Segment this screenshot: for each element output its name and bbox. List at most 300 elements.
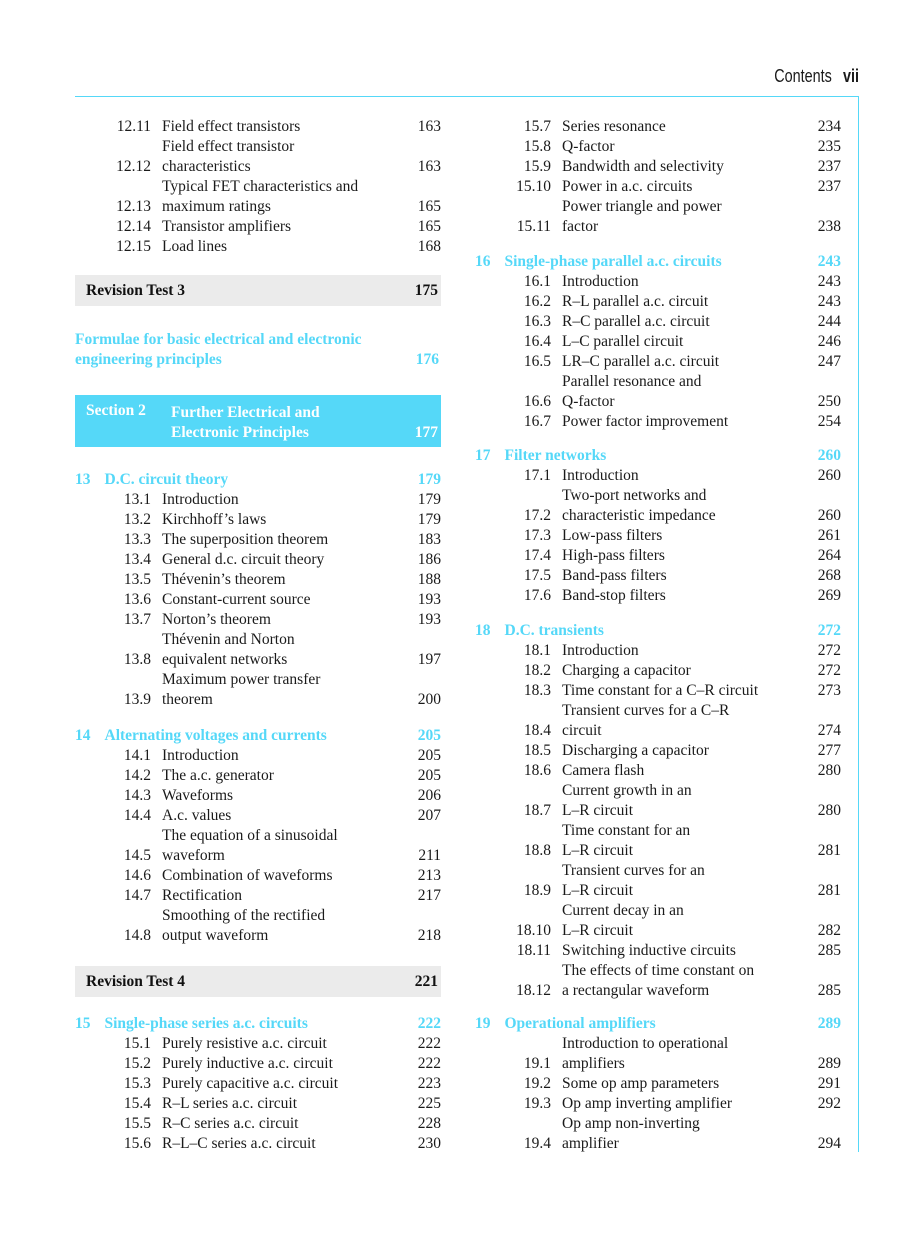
entry-page: 273 [817, 682, 841, 699]
toc-entry[interactable] [475, 292, 841, 312]
entry-title [551, 292, 801, 312]
entry-title-line: R–C series a.c. circuit [162, 1115, 299, 1132]
entry-title-line: Power factor improvement [562, 413, 729, 430]
entry-page: 222 [417, 1035, 441, 1052]
toc-entry[interactable] [75, 590, 441, 610]
entry-number: 18.12 [516, 982, 551, 999]
toc-entry[interactable] [475, 486, 841, 526]
entry-number: 16.3 [523, 313, 551, 330]
entry-title-line: General d.c. circuit theory [162, 551, 325, 568]
entry-page: 281 [817, 882, 841, 899]
entry-number: 15.11 [516, 218, 551, 235]
right-column-group [475, 1014, 841, 1154]
entry-number: 14.7 [123, 887, 151, 904]
toc-entry[interactable] [75, 610, 441, 630]
chapter-heading[interactable] [75, 726, 441, 746]
entry-page: 274 [817, 722, 841, 739]
entry-title [551, 1094, 801, 1114]
toc-entry[interactable] [475, 117, 841, 137]
toc-entry[interactable] [475, 641, 841, 661]
formulae-entry[interactable] [75, 330, 441, 370]
entry-title-line: Field effect transistors [162, 118, 301, 135]
entry-number: 16.4 [523, 333, 551, 350]
entry-page: 243 [817, 253, 841, 270]
entry-title [151, 1134, 401, 1154]
entry-page: 230 [417, 1135, 441, 1152]
left-column-group [75, 726, 441, 946]
entry-title [151, 1074, 401, 1094]
entry-title-line: L–R circuit [562, 882, 634, 899]
entry-number: 15.2 [123, 1055, 151, 1072]
toc-entry[interactable] [75, 117, 441, 137]
toc-entry[interactable] [75, 766, 441, 786]
entry-title [151, 530, 401, 550]
entry-title-line: Rectification [162, 887, 243, 904]
entry-title-line: Filter networks [504, 447, 607, 464]
chapter-heading[interactable] [75, 470, 441, 490]
toc-entry[interactable] [75, 906, 441, 946]
toc-entry[interactable] [75, 786, 441, 806]
entry-title-line: Q-factor [562, 393, 615, 410]
entry-page: 292 [817, 1095, 841, 1112]
toc-entry[interactable] [75, 670, 441, 710]
entry-title-line: Op amp non-inverting [562, 1115, 700, 1132]
entry-title-line: maximum ratings [162, 198, 271, 215]
entry-title [551, 901, 801, 941]
toc-entry[interactable] [475, 941, 841, 961]
revision-test-3[interactable] [75, 275, 441, 306]
entry-number: 13.8 [123, 651, 151, 668]
entry-title [551, 641, 801, 661]
entry-number: 19 [475, 1015, 491, 1032]
toc-entry[interactable] [475, 466, 841, 486]
entry-title-line: Introduction [562, 467, 639, 484]
toc-entry[interactable] [475, 526, 841, 546]
entry-number: 18.8 [523, 842, 551, 859]
toc-entry[interactable] [475, 197, 841, 237]
entry-page: 243 [817, 273, 841, 290]
revision-test-label: Revision Test 4 [86, 972, 186, 990]
entry-number: 12.14 [116, 218, 151, 235]
entry-page: 213 [417, 867, 441, 884]
entry-number: 18.10 [516, 922, 551, 939]
entry-title-line: Introduction [562, 273, 639, 290]
entry-page: 285 [817, 982, 841, 999]
toc-entry[interactable] [475, 312, 841, 332]
entry-title [151, 866, 401, 886]
toc-entry[interactable] [475, 961, 841, 1001]
entry-page: 260 [817, 467, 841, 484]
revision-test-page: 221 [414, 972, 438, 990]
entry-page: 163 [417, 158, 441, 175]
chapter-heading[interactable] [475, 621, 841, 641]
toc-entry[interactable] [75, 1034, 441, 1054]
entry-number: 18.7 [523, 802, 551, 819]
entry-title [551, 566, 801, 586]
entry-title-line: R–L–C series a.c. circuit [162, 1135, 316, 1152]
entry-title [551, 332, 801, 352]
toc-entry[interactable] [75, 510, 441, 530]
entry-page: 186 [417, 551, 441, 568]
section-title-line: Further Electrical and [171, 404, 320, 421]
entry-number: 18.4 [523, 722, 551, 739]
entry-title [491, 252, 802, 272]
toc-entry[interactable] [75, 530, 441, 550]
entry-title-line: Series resonance [562, 118, 666, 135]
entry-title-line: Purely resistive a.c. circuit [162, 1035, 327, 1052]
section-label: Section 2 [86, 402, 146, 419]
entry-number: 16.6 [523, 393, 551, 410]
entry-title-line: amplifier [562, 1135, 619, 1152]
toc-entry[interactable] [75, 806, 441, 826]
entry-title [551, 586, 801, 606]
entry-title-line: R–L series a.c. circuit [162, 1095, 297, 1112]
section-page: 177 [414, 424, 438, 441]
toc-entry[interactable] [75, 217, 441, 237]
entry-page: 234 [817, 118, 841, 135]
entry-title-line: Introduction [562, 642, 639, 659]
entry-title-line: L–R circuit [562, 922, 634, 939]
toc-entry[interactable] [475, 681, 841, 701]
toc-entry[interactable] [75, 177, 441, 217]
entry-title-line: A.c. values [162, 807, 232, 824]
entry-number: 13 [75, 471, 91, 488]
toc-entry[interactable] [475, 741, 841, 761]
entry-title-line: Thévenin’s theorem [162, 571, 286, 588]
entry-title [551, 1074, 801, 1094]
entry-title [91, 726, 402, 746]
entry-page: 168 [417, 238, 441, 255]
entry-title-line: Power triangle and power [562, 198, 722, 215]
entry-title [151, 117, 401, 137]
entry-title-line: Introduction [162, 747, 239, 764]
entry-number: 17.5 [523, 567, 551, 584]
toc-entry[interactable] [75, 630, 441, 670]
entry-number: 15.1 [123, 1035, 151, 1052]
entry-title-line: Two-port networks and [562, 487, 707, 504]
entry-number: 18.1 [523, 642, 551, 659]
toc-entry[interactable] [475, 1094, 841, 1114]
entry-title [151, 806, 401, 826]
entry-number: 18.3 [523, 682, 551, 699]
entry-title [151, 590, 401, 610]
entry-title-line: Switching inductive circuits [562, 942, 736, 959]
entry-number: 14.1 [123, 747, 151, 764]
toc-entry[interactable] [475, 566, 841, 586]
entry-title [151, 886, 401, 906]
left-column-group [75, 117, 441, 257]
entry-title [551, 486, 801, 526]
entry-page: 281 [817, 842, 841, 859]
entry-page: 237 [817, 178, 841, 195]
toc-entry[interactable] [75, 1134, 441, 1154]
section-2-banner[interactable] [75, 395, 441, 447]
entry-title [551, 372, 801, 412]
entry-title-line: amplifiers [562, 1055, 625, 1072]
entry-title [551, 197, 801, 237]
toc-entry[interactable] [75, 1054, 441, 1074]
entry-title [151, 510, 401, 530]
entry-title-line: Time constant for an [562, 822, 691, 839]
entry-title-line: Thévenin and Norton [162, 631, 295, 648]
toc-entry[interactable] [75, 1114, 441, 1134]
entry-title-line: Some op amp parameters [562, 1075, 720, 1092]
entry-title [551, 137, 801, 157]
entry-number: 15.10 [516, 178, 551, 195]
entry-page: 280 [817, 802, 841, 819]
entry-page: 207 [417, 807, 441, 824]
entry-title [551, 661, 801, 681]
entry-title-line: LR–C parallel a.c. circuit [562, 353, 720, 370]
entry-title-line: Combination of waveforms [162, 867, 333, 884]
toc-entry[interactable] [475, 412, 841, 432]
entry-title-line: Introduction [162, 491, 239, 508]
right-column-group [475, 621, 841, 1001]
toc-entry[interactable] [75, 550, 441, 570]
entry-title [551, 117, 801, 137]
entry-title [551, 861, 801, 901]
entry-title [151, 786, 401, 806]
entry-page: 294 [817, 1135, 841, 1152]
toc-entry[interactable] [75, 886, 441, 906]
toc-entry[interactable] [475, 272, 841, 292]
formulae-title-line: engineering principles [75, 351, 222, 368]
entry-title [551, 821, 801, 861]
entry-title [151, 766, 401, 786]
right-column-group [475, 446, 841, 606]
chapter-heading[interactable] [475, 252, 841, 272]
revision-test-4[interactable] [75, 966, 441, 997]
entry-page: 277 [817, 742, 841, 759]
entry-number: 15.9 [523, 158, 551, 175]
entry-title [151, 670, 401, 710]
entry-title [551, 941, 801, 961]
entry-number: 17 [475, 447, 491, 464]
entry-title-line: Transistor amplifiers [162, 218, 292, 235]
entry-title-line: characteristics [162, 158, 251, 175]
entry-title [551, 177, 801, 197]
entry-title-line: Low-pass filters [562, 527, 663, 544]
formulae-title-line: Formulae for basic electrical and electronic [75, 331, 362, 348]
entry-number: 19.1 [523, 1055, 551, 1072]
entry-title-line: L–C parallel circuit [562, 333, 684, 350]
running-header [774, 66, 859, 87]
entry-title [151, 137, 401, 177]
entry-page: 235 [817, 138, 841, 155]
toc-entry[interactable] [75, 746, 441, 766]
entry-page: 163 [417, 118, 441, 135]
entry-number: 16.7 [523, 413, 551, 430]
toc-entry[interactable] [475, 761, 841, 781]
entry-number: 19.2 [523, 1075, 551, 1092]
entry-page: 268 [817, 567, 841, 584]
toc-entry[interactable] [475, 157, 841, 177]
entry-page: 228 [417, 1115, 441, 1132]
entry-title-line: Field effect transistor [162, 138, 295, 155]
entry-title [551, 412, 801, 432]
entry-title-line: Single-phase parallel a.c. circuits [504, 253, 722, 270]
toc-entry[interactable] [75, 1074, 441, 1094]
entry-page: 244 [817, 313, 841, 330]
entry-number: 14.6 [123, 867, 151, 884]
entry-number: 15.7 [523, 118, 551, 135]
entry-title [491, 446, 802, 466]
entry-title-line: Current growth in an [562, 782, 692, 799]
entry-title-line: Transient curves for an [562, 862, 705, 879]
entry-page: 183 [417, 531, 441, 548]
entry-title-line: Camera flash [562, 762, 645, 779]
left-column-group [75, 1014, 441, 1154]
entry-title [491, 1014, 802, 1034]
toc-entry[interactable] [475, 177, 841, 197]
toc-entry[interactable] [475, 586, 841, 606]
entry-title [551, 546, 801, 566]
toc-entry[interactable] [475, 1074, 841, 1094]
entry-number: 15.6 [123, 1135, 151, 1152]
entry-number: 17.4 [523, 547, 551, 564]
entry-number: 13.1 [123, 491, 151, 508]
toc-entry[interactable] [475, 781, 841, 821]
entry-number: 18.6 [523, 762, 551, 779]
entry-title-line: L–R circuit [562, 802, 634, 819]
entry-title-line: The a.c. generator [162, 767, 274, 784]
entry-title-line: L–R circuit [562, 842, 634, 859]
entry-page: 238 [817, 218, 841, 235]
toc-entry[interactable] [75, 826, 441, 866]
entry-number: 13.5 [123, 571, 151, 588]
entry-number: 13.6 [123, 591, 151, 608]
entry-page: 222 [417, 1055, 441, 1072]
entry-title-line: Power in a.c. circuits [562, 178, 693, 195]
entry-number: 16.1 [523, 273, 551, 290]
entry-number: 18.2 [523, 662, 551, 679]
entry-title [551, 781, 801, 821]
toc-entry[interactable] [475, 1114, 841, 1154]
toc-entry[interactable] [475, 372, 841, 412]
chapter-heading[interactable] [475, 446, 841, 466]
entry-number: 16.2 [523, 293, 551, 310]
entry-title [551, 272, 801, 292]
right-column-group [475, 117, 841, 237]
entry-number: 18 [475, 622, 491, 639]
entry-number: 17.1 [523, 467, 551, 484]
toc-entry[interactable] [75, 490, 441, 510]
toc-entry[interactable] [475, 901, 841, 941]
entry-title [151, 490, 401, 510]
entry-title [551, 1034, 801, 1074]
entry-number: 13.7 [123, 611, 151, 628]
entry-title-line: Smoothing of the rectified [162, 907, 326, 924]
entry-title-line: Op amp inverting amplifier [562, 1095, 733, 1112]
entry-page: 211 [418, 847, 441, 864]
entry-title-line: equivalent networks [162, 651, 288, 668]
entry-page: 188 [417, 571, 441, 588]
entry-title [551, 466, 801, 486]
entry-number: 16.5 [523, 353, 551, 370]
entry-title [151, 610, 401, 630]
revision-test-label: Revision Test 3 [86, 281, 186, 299]
entry-title [151, 1054, 401, 1074]
toc-entry[interactable] [475, 821, 841, 861]
chapter-heading[interactable] [75, 1014, 441, 1034]
toc-entry[interactable] [475, 137, 841, 157]
toc-entry[interactable] [475, 701, 841, 741]
entry-page: 179 [417, 471, 441, 488]
entry-page: 282 [817, 922, 841, 939]
toc-entry[interactable] [475, 861, 841, 901]
entry-page: 289 [817, 1055, 841, 1072]
chapter-heading[interactable] [475, 1014, 841, 1034]
entry-number: 18.11 [516, 942, 551, 959]
entry-page: 285 [817, 942, 841, 959]
entry-title [151, 1094, 401, 1114]
entry-number: 15.5 [123, 1115, 151, 1132]
entry-page: 237 [817, 158, 841, 175]
entry-title-line: Band-stop filters [562, 587, 666, 604]
entry-title [151, 177, 401, 217]
entry-number: 17.2 [523, 507, 551, 524]
entry-number: 14.2 [123, 767, 151, 784]
entry-title [151, 570, 401, 590]
section-title-line: Electronic Principles [171, 424, 309, 441]
entry-page: 280 [817, 762, 841, 779]
entry-number: 14 [75, 727, 91, 744]
toc-entry[interactable] [475, 332, 841, 352]
entry-page: 272 [817, 662, 841, 679]
entry-page: 222 [417, 1015, 441, 1032]
entry-title-line: Time constant for a C–R circuit [562, 682, 759, 699]
entry-title [551, 961, 801, 1001]
toc-entry[interactable] [75, 1094, 441, 1114]
toc-entry[interactable] [475, 546, 841, 566]
entry-page: 179 [417, 511, 441, 528]
entry-title [151, 746, 401, 766]
toc-entry[interactable] [475, 352, 841, 372]
entry-title-line: Discharging a capacitor [562, 742, 709, 759]
entry-title-line: factor [562, 218, 599, 235]
entry-page: 193 [417, 611, 441, 628]
toc-entry[interactable] [75, 866, 441, 886]
toc-entry[interactable] [75, 137, 441, 177]
entry-title-line: Load lines [162, 238, 227, 255]
entry-title-line: Constant-current source [162, 591, 311, 608]
toc-entry[interactable] [75, 570, 441, 590]
entry-title-line: Alternating voltages and currents [104, 727, 327, 744]
entry-number: 12.11 [116, 118, 151, 135]
toc-entry[interactable] [475, 661, 841, 681]
entry-title [551, 741, 801, 761]
entry-title [151, 906, 401, 946]
entry-title-line: Charging a capacitor [562, 662, 691, 679]
margin-rule [858, 96, 859, 1152]
entry-title-line: Current decay in an [562, 902, 684, 919]
toc-entry[interactable] [475, 1034, 841, 1074]
entry-title-line: Maximum power transfer [162, 671, 321, 688]
entry-page: 291 [817, 1075, 841, 1092]
entry-page: 206 [417, 787, 441, 804]
entry-number: 14.5 [123, 847, 151, 864]
entry-title-line: Purely capacitive a.c. circuit [162, 1075, 339, 1092]
entry-number: 13.9 [123, 691, 151, 708]
entry-page: 197 [417, 651, 441, 668]
toc-entry[interactable] [75, 237, 441, 257]
entry-title [551, 352, 801, 372]
entry-title-line: Transient curves for a C–R [562, 702, 730, 719]
entry-page: 250 [817, 393, 841, 410]
entry-title [551, 1114, 801, 1154]
entry-title-line: Bandwidth and selectivity [562, 158, 724, 175]
entry-title [91, 1014, 402, 1034]
